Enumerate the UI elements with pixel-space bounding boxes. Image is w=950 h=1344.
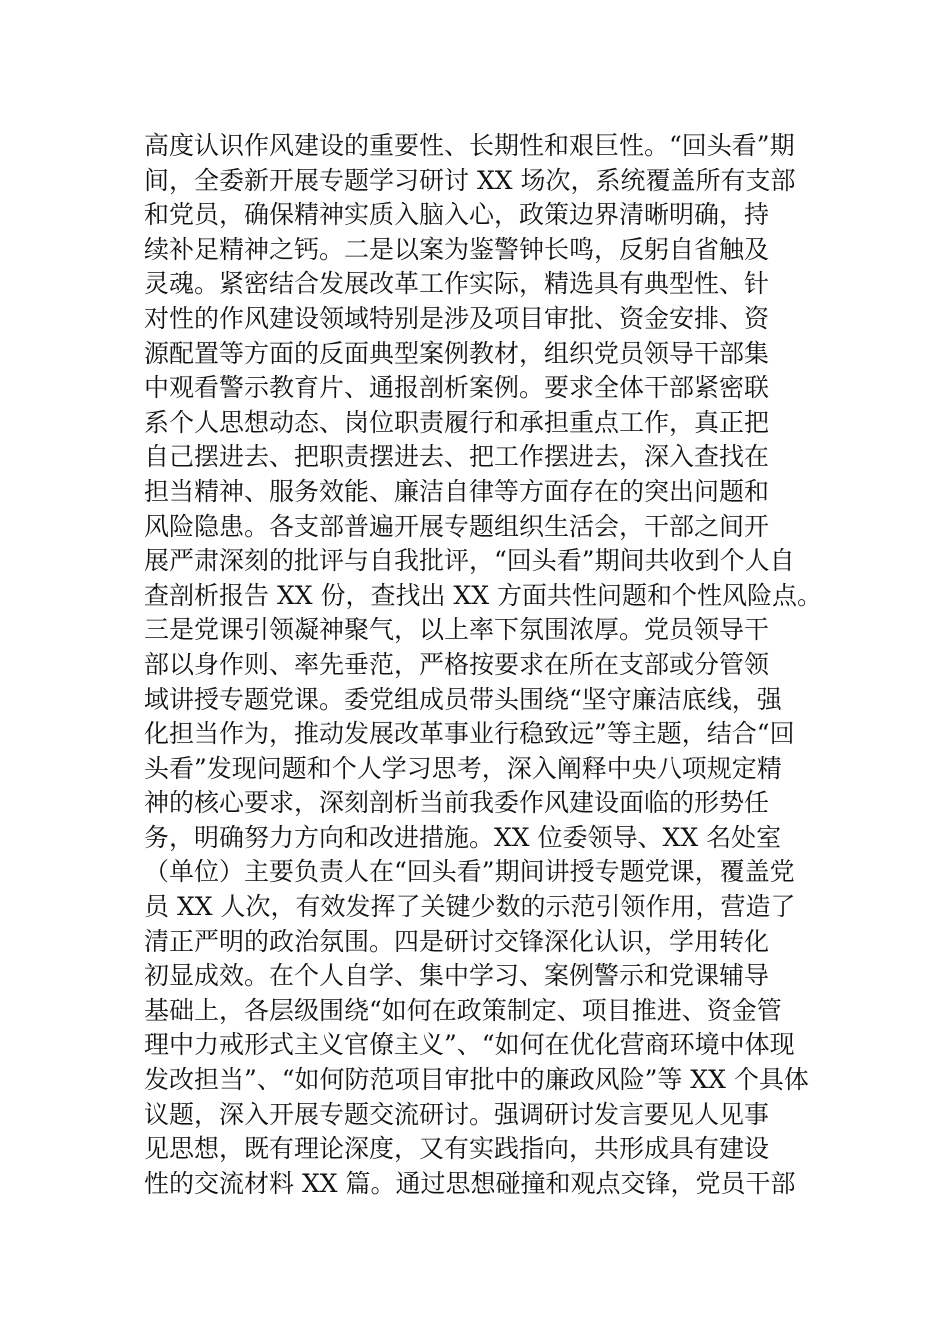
text-line: 系个人思想动态、岗位职责履行和承担重点工作，真正把 xyxy=(144,407,770,437)
text-line: 灵魂。紧密结合发展改革工作实际，精选具有典型性、针 xyxy=(144,269,770,299)
text-line: 域讲授专题党课。委党组成员带头围绕“坚守廉洁底线，强 xyxy=(144,684,782,714)
text-line: 性的交流材料 XX 篇。通过思想碰撞和观点交锋，党员干部 xyxy=(144,1168,796,1198)
text-line: 基础上，各层级围绕“如何在政策制定、项目推进、资金管 xyxy=(144,995,782,1025)
text-line: 初显成效。在个人自学、集中学习、案例警示和党课辅导 xyxy=(144,961,770,991)
text-line: 化担当作为，推动发展改革事业行稳致远”等主题，结合“回 xyxy=(144,719,795,749)
text-line: 自己摆进去、把职责摆进去、把工作摆进去，深入查找在 xyxy=(144,442,770,472)
text-line: 间，全委新开展专题学习研讨 XX 场次，系统覆盖所有支部 xyxy=(144,165,796,195)
text-line: 见思想，既有理论深度，又有实践指向，共形成具有建设 xyxy=(144,1134,770,1164)
text-line: 和党员，确保精神实质入脑入心，政策边界清晰明确，持 xyxy=(144,200,770,230)
text-line: 续补足精神之钙。二是以案为鉴警钟长鸣，反躬自省触及 xyxy=(144,234,770,264)
text-line: 担当精神、服务效能、廉洁自律等方面存在的突出问题和 xyxy=(144,476,770,506)
text-line: 源配置等方面的反面典型案例教材，组织党员领导干部集 xyxy=(144,338,770,368)
text-line: 部以身作则、率先垂范，严格按要求在所在支部或分管领 xyxy=(144,649,770,679)
text-line: 三是党课引领凝神聚气，以上率下氛围浓厚。党员领导干 xyxy=(144,615,770,645)
text-line: 务，明确努力方向和改进措施。XX 位委领导、XX 名处室 xyxy=(144,822,782,852)
text-line: 展严肃深刻的批评与自我批评，“回头看”期间共收到个人自 xyxy=(144,546,795,576)
text-line: （单位）主要负责人在“回头看”期间讲授专题党课，覆盖党 xyxy=(144,857,795,887)
text-line: 清正严明的政治氛围。四是研讨交锋深化认识，学用转化 xyxy=(144,926,770,956)
text-line: 对性的作风建设领域特别是涉及项目审批、资金安排、资 xyxy=(144,303,770,333)
text-line: 理中力戒形式主义官僚主义”、“如何在优化营商环境中体现 xyxy=(144,1030,795,1060)
text-line: 发改担当”、“如何防范项目审批中的廉政风险”等 XX 个具体 xyxy=(144,1065,809,1095)
text-line: 议题，深入开展专题交流研讨。强调研讨发言要见人见事 xyxy=(144,1099,770,1129)
text-line: 中观看警示教育片、通报剖析案例。要求全体干部紧密联 xyxy=(144,373,770,403)
text-line: 神的核心要求，深刻剖析当前我委作风建设面临的形势任 xyxy=(144,788,770,818)
text-line: 查剖析报告 XX 份，查找出 XX 方面共性问题和个性风险点。 xyxy=(144,580,822,610)
text-line: 高度认识作风建设的重要性、长期性和艰巨性。“回头看”期 xyxy=(144,131,795,160)
body-text xyxy=(144,129,824,1201)
text-line: 风险隐患。各支部普遍开展专题组织生活会，干部之间开 xyxy=(144,511,770,541)
text-line: 头看”发现问题和个人学习思考，深入阐释中央八项规定精 xyxy=(144,753,782,783)
text-line: 员 XX 人次，有效发挥了关键少数的示范引领作用，营造了 xyxy=(144,892,796,922)
